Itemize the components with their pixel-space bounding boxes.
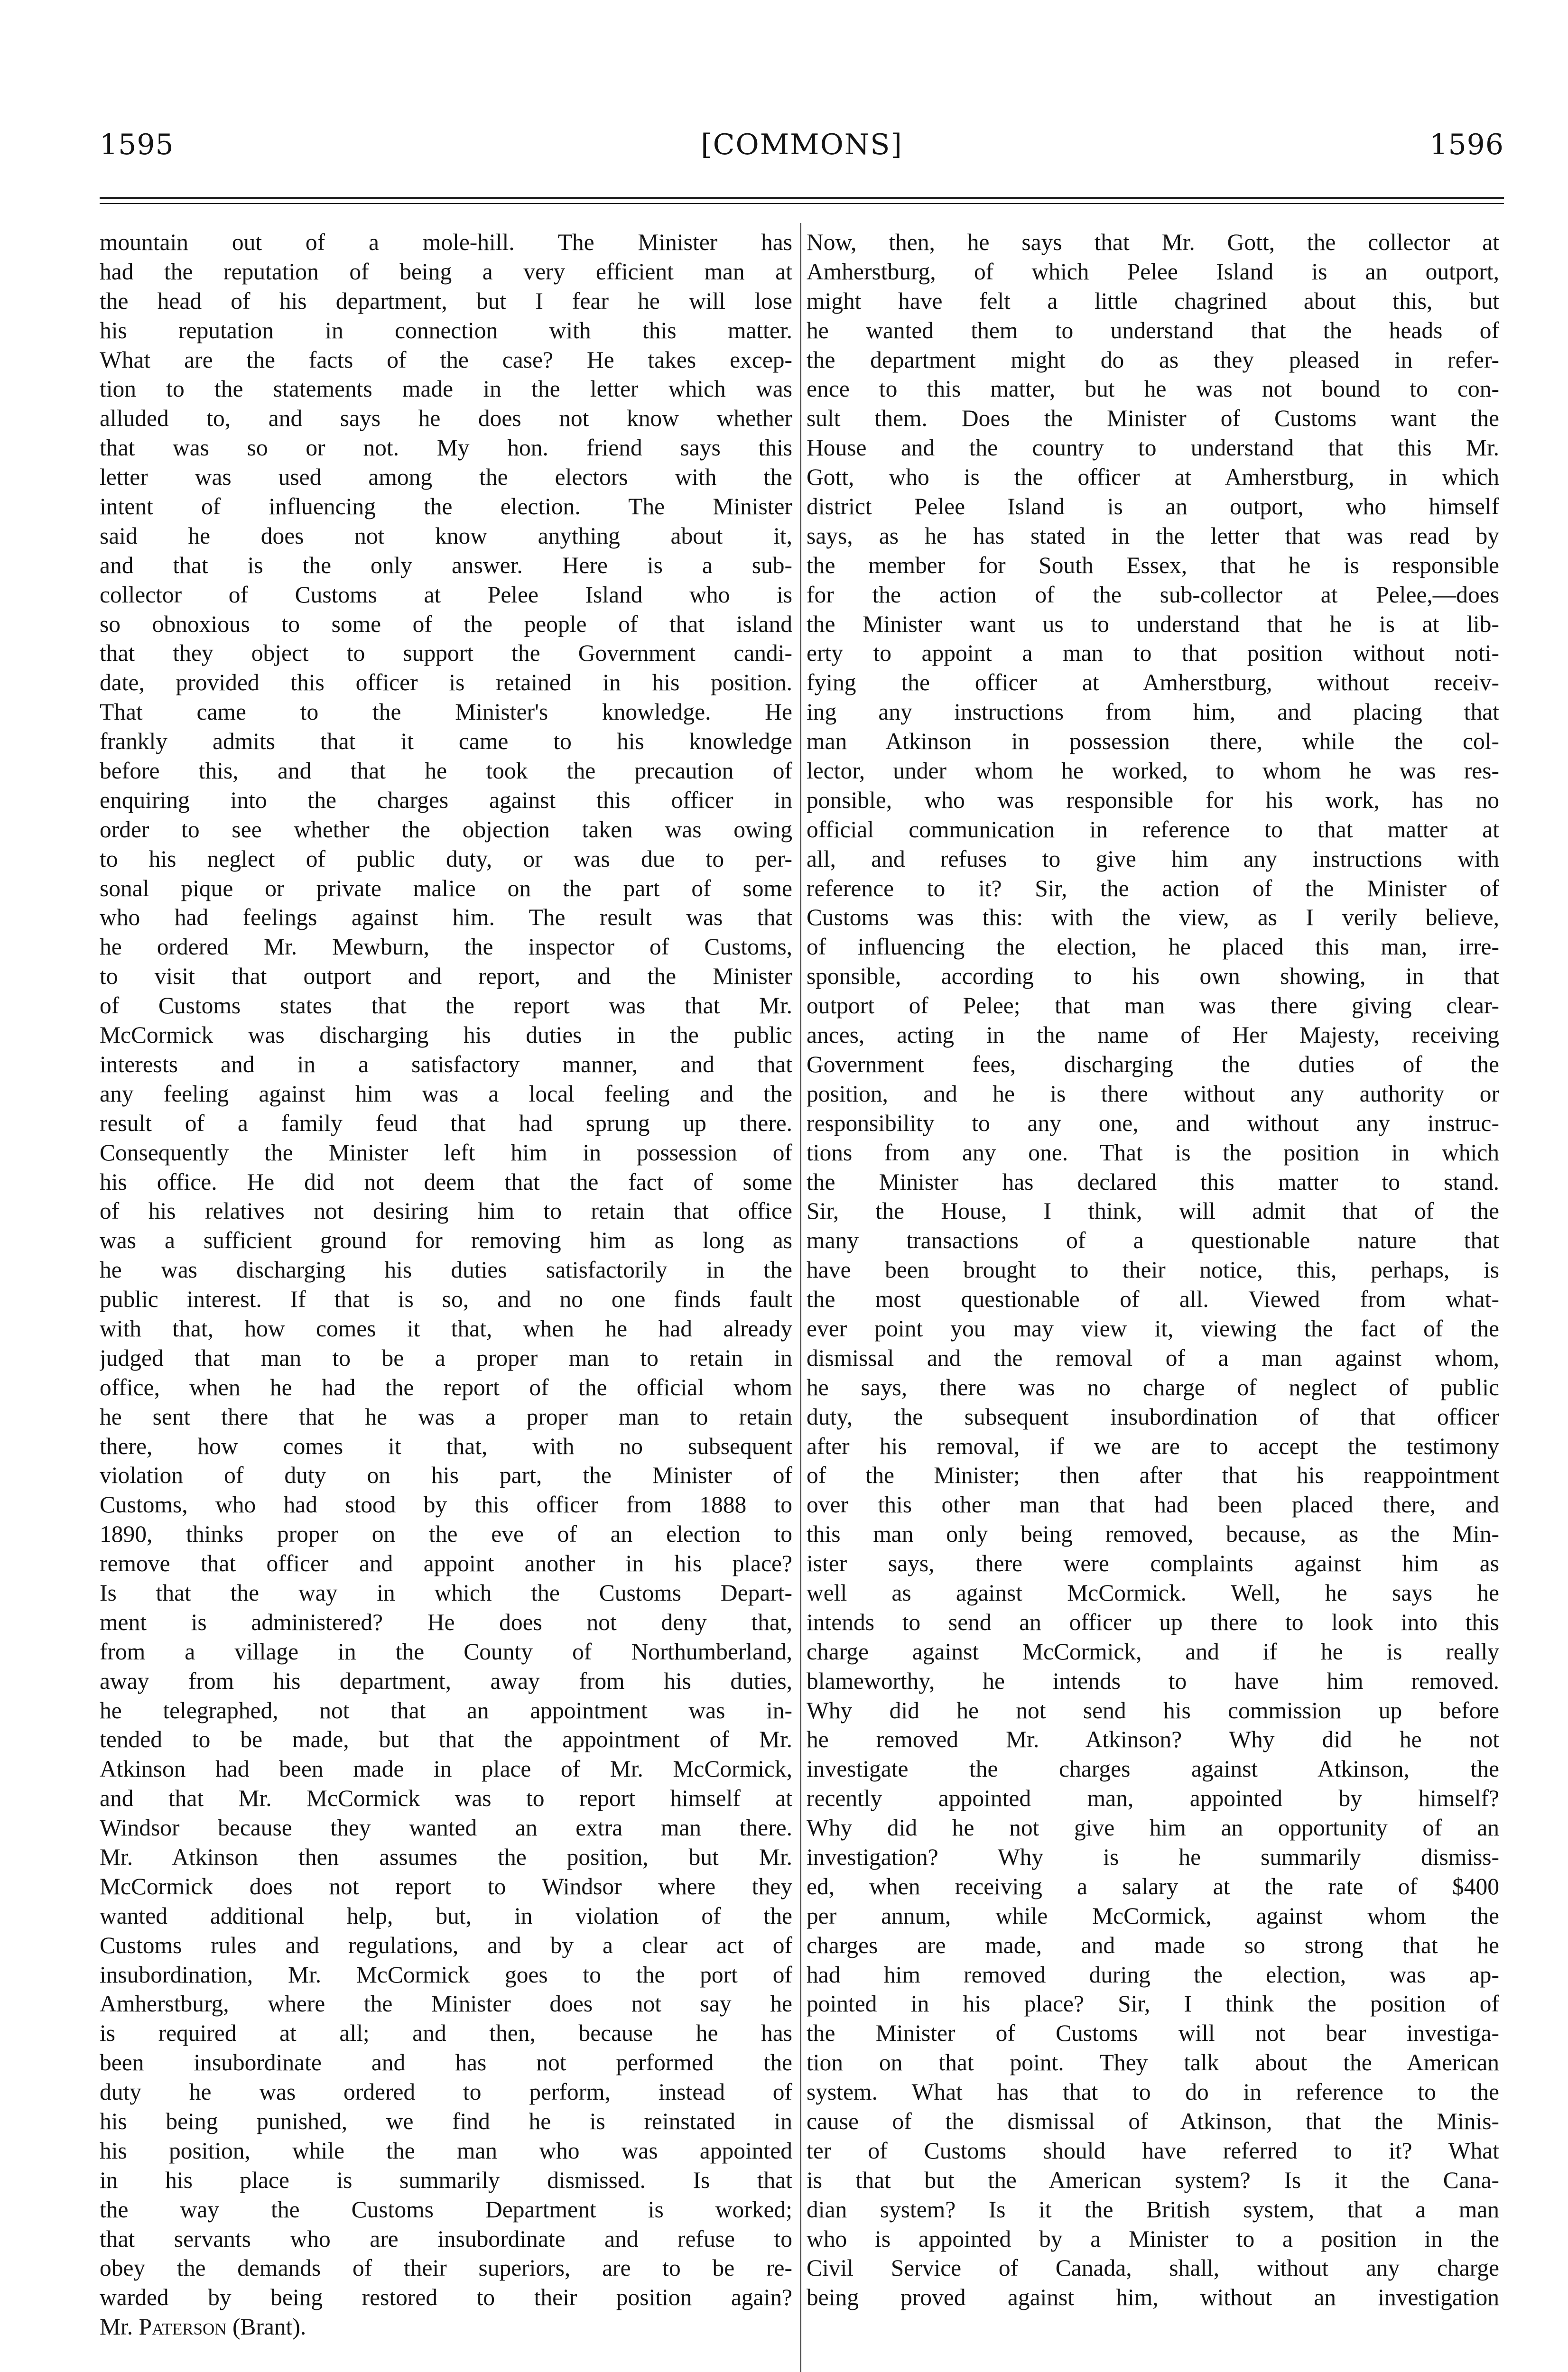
text-line: cause of the dismissal of Atkinson, that the Minis- (807, 2108, 1499, 2134)
text-line: Why did he not send his commission up before (807, 1697, 1499, 1723)
text-line: so obnoxious to some of the people of that island (100, 611, 792, 637)
text-line: public interest. If that is so, and no one finds fault (100, 1286, 792, 1313)
header-rule-thin (100, 203, 1504, 204)
text-line: Atkinson had been made in place of Mr. McCormick, (100, 1756, 792, 1782)
text-line: result of a family feud that had sprung up there. (100, 1110, 792, 1136)
text-line: ances, acting in the name of Her Majesty, receiving (807, 1022, 1499, 1048)
text-line: is required at all; and then, because he has (100, 2020, 792, 2047)
text-line: sponsible, according to his own showing, in that (807, 963, 1499, 990)
text-line: in his place is summarily dismissed. Is that (100, 2167, 792, 2193)
text-line: and that is the only answer. Here is a sub- (100, 552, 792, 578)
text-line: mountain out of a mole-hill. The Minister has (100, 229, 792, 255)
text-line: pointed in his place? Sir, I think the position of (807, 1991, 1499, 2017)
right-page-number: 1596 (1429, 128, 1504, 161)
text-line: sonal pique or private malice on the part of some (100, 875, 792, 901)
text-line: have been brought to their notice, this, perhaps, is (807, 1257, 1499, 1283)
text-line: who had feelings against him. The result was that (100, 904, 792, 931)
text-line: McCormick does not report to Windsor where they (100, 1873, 792, 1899)
running-head (100, 121, 1504, 168)
column-divider (800, 223, 801, 2372)
text-line: remove that officer and appoint another in his place? (100, 1550, 792, 1577)
text-line: Customs rules and regulations, and by a clear act of (100, 1932, 792, 1958)
text-line: after his removal, if we are to accept the testimony (807, 1433, 1499, 1459)
text-line: date, provided this officer is retained in his position. (100, 669, 792, 696)
text-line: of his relatives not desiring him to retain that office (100, 1198, 792, 1224)
text-line: away from his department, away from his duties, (100, 1668, 792, 1694)
text-line: the way the Customs Department is worked; (100, 2196, 792, 2223)
text-line: many transactions of a questionable nature that (807, 1227, 1499, 1254)
text-line: House and the country to understand that this Mr. (807, 435, 1499, 461)
text-line: McCormick was discharging his duties in the public (100, 1022, 792, 1048)
text-line: Is that the way in which the Customs Depart- (100, 1579, 792, 1606)
text-line: he sent there that he was a proper man to retain (100, 1403, 792, 1430)
text-line: enquiring into the charges against this officer in (100, 787, 792, 813)
text-line: Mr. Atkinson then assumes the position, but Mr. (100, 1844, 792, 1870)
text-line: with that, how comes it that, when he had already (100, 1315, 792, 1342)
text-line: the Minister want us to understand that he is at lib- (807, 611, 1499, 637)
text-line: insubordination, Mr. McCormick goes to the port of (100, 1961, 792, 1988)
text-line: responsibility to any one, and without any instruc- (807, 1110, 1499, 1136)
text-line: ed, when receiving a salary at the rate of $400 (807, 1873, 1499, 1899)
text-line: that they object to support the Government candi- (100, 640, 792, 667)
running-title: [COMMONS] (701, 128, 903, 161)
text-line: the head of his department, but I fear he will lose (100, 287, 792, 314)
text-line: been insubordinate and has not performed the (100, 2049, 792, 2076)
text-line: that was so or not. My hon. friend says this (100, 435, 792, 461)
text-line: system. What has that to do in reference to the (807, 2079, 1499, 2105)
text-line: he removed Mr. Atkinson? Why did he not (807, 1726, 1499, 1753)
text-line: his reputation in connection with this matter. (100, 317, 792, 343)
right-column (807, 228, 1499, 2312)
text-line: investigation? Why is he summarily dismiss- (807, 1844, 1499, 1870)
text-line: position, and he is there without any authority or (807, 1080, 1499, 1107)
text-line: Why did he not give him an opportunity of an (807, 1815, 1499, 1841)
text-line: ence to this matter, but he was not bound to con- (807, 376, 1499, 402)
text-line: this man only being removed, because, as the Min- (807, 1521, 1499, 1547)
text-line: Amherstburg, where the Minister does not say he (100, 1991, 792, 2017)
text-line: and that Mr. McCormick was to report himself at (100, 1785, 792, 1812)
text-line: lector, under whom he worked, to whom he was res- (807, 758, 1499, 784)
text-line: duty, the subsequent insubordination of that officer (807, 1403, 1499, 1430)
text-line: official communication in reference to that matter at (807, 816, 1499, 843)
text-line: from a village in the County of Northumberland, (100, 1638, 792, 1665)
text-line: dismissal and the removal of a man against whom, (807, 1344, 1499, 1371)
text-line: he wanted them to understand that the heads of (807, 317, 1499, 343)
text-line: charges are made, and made so strong that he (807, 1932, 1499, 1958)
text-line: investigate the charges against Atkinson, the (807, 1756, 1499, 1782)
speaker-prefix: Mr. (100, 2314, 139, 2340)
text-line: says, as he has stated in the letter that was read by (807, 522, 1499, 549)
text-line: collector of Customs at Pelee Island who is (100, 581, 792, 608)
text-line: he ordered Mr. Mewburn, the inspector of Customs, (100, 934, 792, 960)
text-line: Civil Service of Canada, shall, without any charge (807, 2255, 1499, 2281)
text-line: outport of Pelee; that man was there giving clear- (807, 992, 1499, 1019)
text-line: That came to the Minister's knowledge. He (100, 699, 792, 725)
text-line: ment is administered? He does not deny that, (100, 1609, 792, 1635)
text-line: Customs, who had stood by this officer from 1888 to (100, 1492, 792, 1518)
text-line: tions from any one. That is the position in which (807, 1139, 1499, 1166)
text-line: Government fees, discharging the duties of the (807, 1051, 1499, 1077)
text-line: the most questionable of all. Viewed from what- (807, 1286, 1499, 1313)
text-line: office, when he had the report of the official whom (100, 1374, 792, 1400)
text-line: for the action of the sub-collector at Pelee,—does (807, 581, 1499, 608)
text-line: the Minister of Customs will not bear investiga- (807, 2020, 1499, 2047)
text-line: well as against McCormick. Well, he says he (807, 1579, 1499, 1606)
text-line: was a sufficient ground for removing him as long as (100, 1227, 792, 1254)
speaker-suffix: (Brant). (226, 2314, 306, 2340)
text-line: letter was used among the electors with the (100, 464, 792, 491)
text-line: his office. He did not deem that the fact of some (100, 1168, 792, 1195)
text-line: violation of duty on his part, the Minister of (100, 1462, 792, 1489)
text-line: might have felt a little chagrined about this, but (807, 287, 1499, 314)
text-line: tion on that point. They talk about the American (807, 2049, 1499, 2076)
text-line: reference to it? Sir, the action of the Minister of (807, 875, 1499, 901)
text-line: ponsible, who was responsible for his work, has no (807, 787, 1499, 813)
text-line: he telegraphed, not that an appointment was in- (100, 1697, 792, 1723)
text-line: duty he was ordered to perform, instead of (100, 2079, 792, 2105)
text-line: Now, then, he says that Mr. Gott, the collector at (807, 229, 1499, 255)
text-line: his being punished, we find he is reinstated in (100, 2108, 792, 2134)
speaker-name: Paterson (139, 2314, 227, 2340)
text-line: blameworthy, he intends to have him removed. (807, 1668, 1499, 1694)
text-line: frankly admits that it came to his knowledge (100, 728, 792, 755)
text-line: to visit that outport and report, and the Minister (100, 963, 792, 990)
text-line: Customs was this: with the view, as I verily believe, (807, 904, 1499, 931)
text-line: any feeling against him was a local feeling and the (100, 1080, 792, 1107)
text-line: tended to be made, but that the appointment of Mr. (100, 1726, 792, 1753)
text-line: order to see whether the objection taken was owing (100, 816, 792, 843)
left-column (100, 228, 792, 2342)
text-line: judged that man to be a proper man to retain in (100, 1344, 792, 1371)
text-line: Gott, who is the officer at Amherstburg, in which (807, 464, 1499, 491)
text-line: district Pelee Island is an outport, who himself (807, 493, 1499, 520)
left-page-number: 1595 (100, 128, 174, 161)
text-line: he says, there was no charge of neglect of public (807, 1374, 1499, 1400)
text-line: alluded to, and says he does not know whether (100, 405, 792, 432)
text-line: of influencing the election, he placed this man, irre- (807, 934, 1499, 960)
text-line: had him removed during the election, was ap- (807, 1961, 1499, 1988)
text-line: recently appointed man, appointed by himself? (807, 1785, 1499, 1812)
text-line: tion to the statements made in the letter which was (100, 376, 792, 402)
text-line: that servants who are insubordinate and refuse to (100, 2225, 792, 2252)
text-line: erty to appoint a man to that position without noti- (807, 640, 1499, 667)
text-line: interests and in a satisfactory manner, and that (100, 1051, 792, 1077)
text-line: had the reputation of being a very efficient man at (100, 258, 792, 285)
text-line: charge against McCormick, and if he is really (807, 1638, 1499, 1665)
text-line: warded by being restored to their position again? (100, 2284, 792, 2311)
text-line: man Atkinson in possession there, while the col- (807, 728, 1499, 755)
text-line: Consequently the Minister left him in possession of (100, 1139, 792, 1166)
text-line: the Minister has declared this matter to stand. (807, 1168, 1499, 1195)
text-line: said he does not know anything about it, (100, 522, 792, 549)
text-line: sult them. Does the Minister of Customs want the (807, 405, 1499, 432)
text-line: is that but the American system? Is it the Cana- (807, 2167, 1499, 2193)
text-line: intends to send an officer up there to look into this (807, 1609, 1499, 1635)
text-line: wanted additional help, but, in violation of the (100, 1902, 792, 1929)
text-line: intent of influencing the election. The Minister (100, 493, 792, 520)
text-line: dian system? Is it the British system, that a man (807, 2196, 1499, 2223)
text-line: per annum, while McCormick, against whom the (807, 1902, 1499, 1929)
text-line: there, how comes it that, with no subsequent (100, 1433, 792, 1459)
text-line: ever point you may view it, viewing the fact of the (807, 1315, 1499, 1342)
text-line: What are the facts of the case? He takes excep- (100, 346, 792, 373)
text-line: the member for South Essex, that he is responsible (807, 552, 1499, 578)
text-line: Windsor because they wanted an extra man there. (100, 1815, 792, 1841)
text-line: the department might do as they pleased in refer- (807, 346, 1499, 373)
text-line: he was discharging his duties satisfactorily in the (100, 1257, 792, 1283)
text-line: 1890, thinks proper on the eve of an election to (100, 1521, 792, 1547)
text-line: his position, while the man who was appointed (100, 2137, 792, 2164)
text-line: before this, and that he took the precaution of (100, 758, 792, 784)
text-line: being proved against him, without an investigation (807, 2284, 1499, 2311)
text-line: over this other man that had been placed there, and (807, 1492, 1499, 1518)
text-line: of the Minister; then after that his reappointment (807, 1462, 1499, 1489)
text-line: to his neglect of public duty, or was due to per- (100, 845, 792, 872)
text-line: ter of Customs should have referred to it? What (807, 2137, 1499, 2164)
text-line: ister says, there were complaints against him as (807, 1550, 1499, 1577)
text-line: Sir, the House, I think, will admit that of the (807, 1198, 1499, 1224)
text-line: ing any instructions from him, and placing that (807, 699, 1499, 725)
text-line: all, and refuses to give him any instructions with (807, 845, 1499, 872)
speaker-line (100, 2312, 792, 2342)
header-rule (100, 197, 1504, 199)
text-line: Amherstburg, of which Pelee Island is an outport, (807, 258, 1499, 285)
text-line: of Customs states that the report was that Mr. (100, 992, 792, 1019)
text-line: who is appointed by a Minister to a position in the (807, 2225, 1499, 2252)
text-line: obey the demands of their superiors, are to be re- (100, 2255, 792, 2281)
text-line: fying the officer at Amherstburg, without receiv- (807, 669, 1499, 696)
